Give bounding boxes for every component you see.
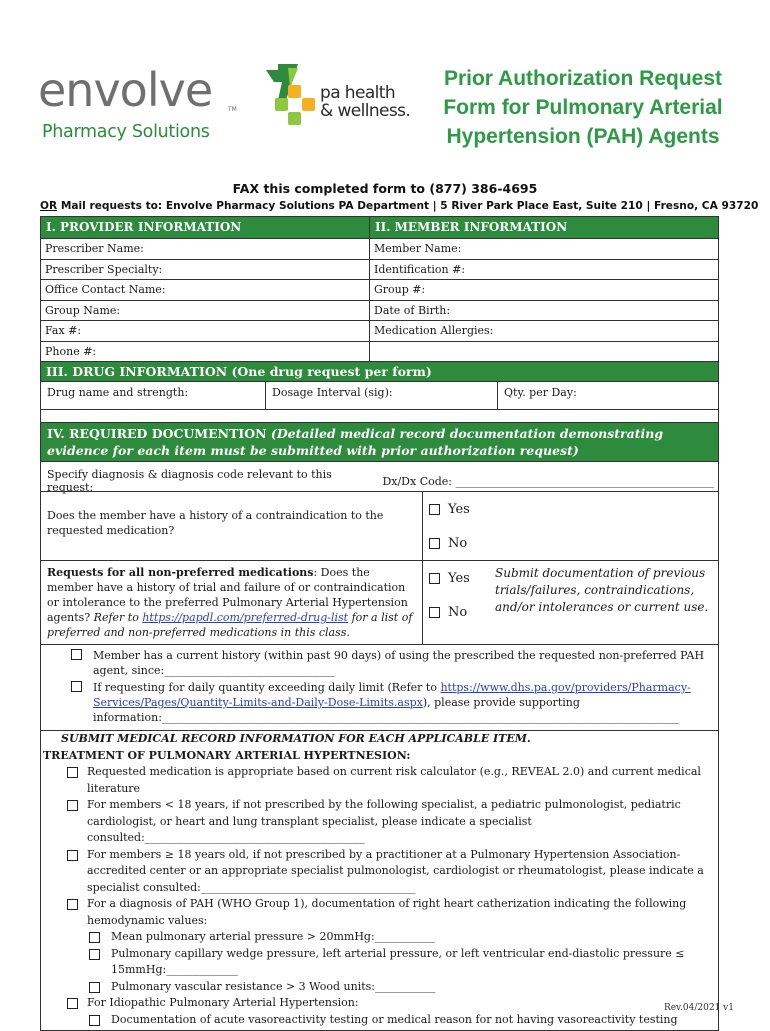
contraindication-no-option[interactable] [423, 526, 718, 560]
non-preferred-suffix: for a list of preferred and non-preferred medications in this class. [47, 611, 413, 639]
pa-health-line1: pa health [320, 83, 396, 103]
yes-label: Yes [448, 570, 470, 586]
pa-health-mark-icon [274, 84, 316, 126]
office-contact-field[interactable]: Office Contact Name: [41, 280, 370, 300]
contraindication-answers [423, 492, 718, 560]
yes-checkbox[interactable] [429, 573, 440, 584]
documentation-title-italic: (Detailed medical record documentation demonstrating evidence for each item must be submitted with prior authorization request) [47, 426, 664, 458]
over-18-text: For members ≥ 18 years old, if not prescribed by a practitioner at a Pulmonary Hypertension Association-accredited center or an appropriate specialist pulmonologist, cardiologist or rheumatologist, please indicate a specialist consulted:_______________________________________ [87, 847, 704, 894]
submit-records-heading: SUBMIT MEDICAL RECORD INFORMATION FOR EACH APPLICABLE ITEM. [61, 732, 531, 745]
preferred-drug-list-link[interactable]: https://papdl.com/preferred-drug-list [142, 611, 349, 624]
identification-field[interactable]: Identification #: [374, 262, 466, 276]
under-18-checkbox[interactable] [67, 800, 78, 811]
under-18-item [41, 797, 718, 847]
form-row [41, 341, 718, 362]
mean-pressure-item [41, 929, 718, 946]
idiopathic-item [41, 995, 718, 1012]
envolve-trademark: TM [228, 106, 237, 113]
medical-record-section [41, 730, 718, 1030]
documentation-header-row [41, 422, 718, 461]
wedge-pressure-item [41, 946, 718, 979]
form-table [40, 216, 719, 1031]
documentation-title-main: IV. REQUIRED DOCUMENTION [47, 426, 271, 441]
date-of-birth-field[interactable]: Date of Birth: [374, 303, 451, 317]
non-preferred-refer: Refer to [93, 611, 143, 624]
dosage-interval-field[interactable]: Dosage Interval (sig): [266, 382, 498, 409]
non-preferred-question-row [41, 560, 718, 644]
current-history-checkbox[interactable] [71, 649, 82, 660]
quantity-limit-checkbox[interactable] [71, 681, 82, 692]
diagnosis-label: Specify diagnosis & diagnosis code relevant to this request: [47, 468, 332, 494]
drug-section-header-row [41, 361, 718, 381]
idiopathic-text: For Idiopathic Pulmonary Arterial Hypertension: [87, 996, 359, 1009]
mail-address: Mail requests to: Envolve Pharmacy Solutions PA Department | 5 River Park Place East, Suite 210 | Fresno, CA 93720 [57, 200, 759, 212]
over-18-checkbox[interactable] [67, 850, 78, 861]
current-history-text: Member has a current history (within past 90 days) of using the prescribed the requested non-preferred PAH agent, since: [93, 649, 705, 677]
quantity-limits-link[interactable]: https://www.dhs.pa.gov/providers/Pharmacy-Services/Pages/Quantity-Limits-and-Daily-Dose-Limits.aspx [93, 681, 691, 709]
pah-diagnosis-checkbox[interactable] [67, 899, 78, 910]
prescriber-name-field[interactable]: Prescriber Name: [41, 239, 370, 259]
vascular-resistance-text: Pulmonary vascular resistance > 3 Wood units:___________ [111, 979, 436, 993]
current-history-item [71, 648, 712, 678]
contraindication-yes-option[interactable] [423, 492, 718, 526]
yes-label: Yes [448, 501, 470, 517]
group-name-field[interactable]: Group Name: [41, 301, 370, 321]
fax-instruction: FAX this completed form to (877) 386-4695 [232, 181, 538, 196]
title-line-2: Form for Pulmonary Arterial [443, 96, 723, 119]
member-section-title: II. MEMBER INFORMATION [370, 217, 718, 238]
form-row [41, 320, 718, 341]
documentation-section-title [41, 423, 718, 461]
pah-treatment-heading: TREATMENT OF PULMONARY ARTERIAL HYPERTNESION: [43, 748, 411, 762]
quantity-limit-suffix: ), please provide supporting information: [93, 696, 580, 724]
no-label: No [448, 535, 468, 551]
fax-field[interactable]: Fax #: [41, 321, 370, 341]
envolve-subtitle: Pharmacy Solutions [42, 122, 210, 142]
provider-section-title: I. PROVIDER INFORMATION [41, 217, 370, 238]
drug-info-row [41, 381, 718, 409]
vascular-resistance-item [41, 979, 718, 996]
form-title [418, 64, 748, 151]
contraindication-question-row [41, 491, 718, 560]
non-preferred-answers [423, 561, 718, 644]
vasoreactivity-checkbox[interactable] [89, 1015, 100, 1026]
risk-calculator-checkbox[interactable] [67, 767, 78, 778]
since-blank[interactable]: _______________________________ [164, 664, 335, 677]
risk-calculator-item [41, 764, 718, 797]
group-number-field[interactable]: Group #: [374, 283, 426, 296]
under-18-text: For members < 18 years, if not prescribed by the following specialist, a pediatric pulmonologist, pediatric cardiologist, or heart and lung transplant specialist, please indicate a specialist consulted:________________________________________ [87, 798, 681, 844]
form-row [41, 279, 718, 300]
no-checkbox[interactable] [429, 538, 440, 549]
vasoreactivity-text: Documentation of acute vasoreactivity testing or medical reason for not having vasoreactivity testing [111, 1012, 678, 1026]
mail-prefix: OR [40, 200, 58, 212]
wedge-pressure-text: Pulmonary capillary wedge pressure, left arterial pressure, or left ventricular end-diastolic pressure ≤ 15mmHg:_____________ [111, 946, 685, 976]
empty-cell [370, 342, 718, 362]
contraindication-question: Does the member have a history of a contraindication to the requested medication? [41, 492, 423, 560]
mean-pressure-text: Mean pulmonary arterial pressure > 20mmHg:___________ [111, 930, 436, 943]
supporting-info-blank[interactable]: ______________________________________________________________________________________________ [161, 711, 679, 724]
idiopathic-checkbox[interactable] [67, 998, 78, 1009]
title-line-3: Hypertension (PAH) Agents [446, 125, 720, 148]
form-header [0, 0, 770, 180]
dx-code-field[interactable]: Dx/Dx Code: _______________________________________________ [382, 475, 714, 488]
envolve-logo [38, 62, 273, 152]
drug-section-title: III. DRUG INFORMATION (One drug request per form) [41, 362, 718, 381]
non-preferred-question [41, 561, 423, 644]
submit-documentation-note: Submit documentation of previous trials/failures, contraindications, and/or intolerances or current use. [495, 566, 709, 614]
phone-field[interactable]: Phone #: [41, 342, 370, 362]
form-row [41, 259, 718, 280]
section-header-row [41, 217, 718, 238]
pa-health-text [320, 84, 410, 120]
pah-diagnosis-text: For a diagnosis of PAH (WHO Group 1), documentation of right heart catherization indicating the following hemodynamic values: [87, 897, 687, 927]
over-18-item [41, 847, 718, 897]
wedge-pressure-checkbox[interactable] [89, 949, 100, 960]
vascular-resistance-checkbox[interactable] [89, 982, 100, 993]
non-preferred-text: : Does the member have a history of trial and failure of or contraindication or intolerance to the preferred Pulmonary Arterial Hypertension agents? [47, 566, 408, 624]
history-checklist [41, 644, 718, 730]
form-row [41, 238, 718, 259]
risk-calculator-text: Requested medication is appropriate based on current risk calculator (e.g., REVEAL 2.0) and current medical literature [87, 765, 701, 795]
title-line-1: Prior Authorization Request [443, 67, 723, 90]
pa-health-line2: & wellness. [320, 101, 411, 121]
pah-diagnosis-item [41, 896, 718, 929]
mail-instruction [40, 200, 759, 212]
section-spacer [41, 409, 718, 422]
prescriber-specialty-field[interactable]: Prescriber Specialty: [41, 260, 370, 280]
qty-per-day-field[interactable]: Qty. per Day: [504, 386, 577, 399]
quantity-limit-prefix: If requesting for daily quantity exceeding daily limit (Refer to [93, 681, 441, 694]
yes-checkbox[interactable] [429, 504, 440, 515]
diagnosis-row [41, 461, 718, 494]
non-preferred-bold: Requests for all non-preferred medications [47, 566, 314, 579]
drug-name-field[interactable]: Drug name and strength: [41, 382, 266, 409]
medication-allergies-field[interactable]: Medication Allergies: [374, 324, 494, 337]
envolve-wordmark: envolve [38, 63, 213, 117]
form-row [41, 300, 718, 321]
no-label: No [448, 604, 468, 620]
revision-label: Rev.04/2021 v1 [663, 1003, 734, 1013]
pa-health-wellness-logo [274, 84, 414, 128]
no-checkbox[interactable] [429, 607, 440, 618]
vasoreactivity-item [41, 1012, 718, 1029]
member-name-field[interactable]: Member Name: [374, 242, 462, 255]
mean-pressure-checkbox[interactable] [89, 932, 100, 943]
quantity-limit-item [71, 680, 712, 725]
